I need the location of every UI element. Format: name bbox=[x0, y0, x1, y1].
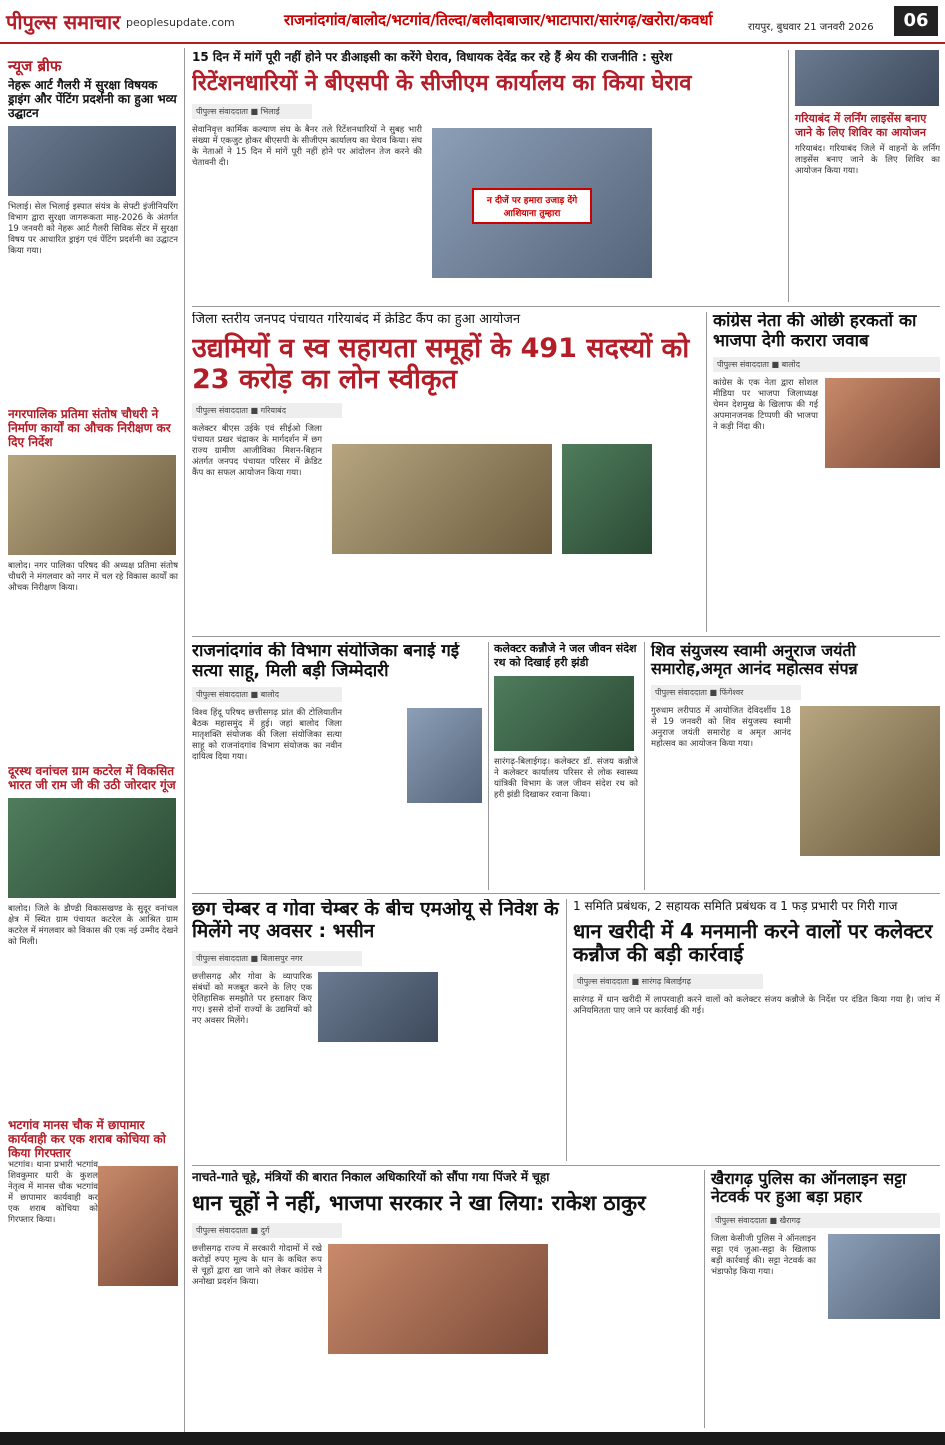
shiv-photo bbox=[800, 706, 940, 856]
dhaan-story bbox=[566, 899, 940, 1161]
sahu-headline[interactable]: राजनांदगांव की विभाग संयोजिका बनाई गई सत्या साहू, मिली बड़ी जिम्मेदारी bbox=[192, 642, 460, 681]
brief-body: बालोद। नगर पालिका परिषद की अध्यक्ष प्रतिमा संतोष चौधरी ने मंगलवार को नगर में चल रहे विकास कार्यों का औचक निरीक्षण किया। bbox=[8, 561, 178, 593]
sahu-body: विश्व हिंदू परिषद छत्तीसगढ़ प्रांत की टोलियातीन बैठक महासमुंद में हुई। जहां बालोद जिला मातृशक्ति संयोजक की जिला संयोजिका सत्या साहू को राजनांदगांव विभाग संयोजक का नवीन दायित्व दिया गया। bbox=[192, 708, 342, 763]
congress-headline[interactable]: कांग्रेस नेता की ओछी हरकतों का भाजपा देगी करारा जवाब bbox=[713, 312, 917, 351]
rats-kicker: नाचते-गाते चूहे, मंत्रियों की बारात निकाल अधिकारियों को सौंपा गया पिंजरे में चूहा bbox=[192, 1170, 550, 1184]
credit-camp-story bbox=[192, 312, 700, 632]
rats-body: छत्तीसगढ़ राज्य में सरकारी गोदामों में रखे करोड़ों रुपए मूल्य के धान के कथित रूप से चूहों द्वारा खा जाने को लेकर कांग्रेस ने अनोखा प्रदर्शन किया। bbox=[192, 1244, 322, 1288]
shiv-body: गुरुधाम लरीपाठ में आयोजित देविदर्शीय 18 से 19 जनवरी को शिव संयुजस्य स्वामी अनुराज जयंती समारोह व अमृत आनंद महोत्सव का आयोजन किया गया। bbox=[651, 705, 791, 749]
satta-story bbox=[704, 1170, 940, 1428]
rath-headline[interactable]: कलेक्टर कन्नौजे ने जल जीवन संदेश रथ को दिखाई हरी झंडी bbox=[494, 642, 637, 669]
shiv-story bbox=[644, 642, 940, 890]
news-brief-column bbox=[0, 48, 185, 1443]
credit-photo-2 bbox=[562, 444, 652, 554]
camp-photo bbox=[795, 50, 939, 106]
sahu-photo bbox=[407, 708, 482, 803]
rath-photo bbox=[494, 676, 634, 751]
credit-body: कलेक्टर बीएस उईके एवं सीईओ जिला पंचायत प्रखर चंद्राकर के मार्गदर्शन में छग राज्य ग्रामीण आजीविका मिशन-बिहान अंतर्गत जनपद पंचायत परिसर में क्रेडिट कैंप का सफल आयोजन किया गया। bbox=[192, 424, 322, 479]
chamber-photo bbox=[318, 972, 438, 1042]
site-url[interactable]: peoplesupdate.com bbox=[126, 16, 235, 29]
story-kicker: 15 दिन में मांगें पूरी नहीं होने पर डीआइसी का करेंगे घेराव, विधायक देवेंद्र कर रहे हैं श्रेय की राजनीति : सुरेश bbox=[192, 50, 673, 64]
edition-cities: राजनांदगांव/बालोद/भटगांव/तिल्दा/बलौदाबाजार/भाटापारा/सारंगढ़/खरोरा/कवर्धा bbox=[284, 11, 713, 29]
chamber-headline[interactable]: छग चेम्बर व गोवा चेम्बर के बीच एमओयू से निवेश के मिलेंगे नए अवसर : भसीन bbox=[192, 899, 559, 942]
rats-headline[interactable]: धान चूहों ने नहीं, भाजपा सरकार ने खा लिया: राकेश ठाकुर bbox=[192, 1191, 646, 1215]
rath-body: सारंगढ़-बिलाईगढ़। कलेक्टर डॉ. संजय कन्नौजे ने कलेक्टर कार्यालय परिसर से लोक स्वास्थ्य यांत्रिकी विभाग के जल जीवन संदेश रथ को हरी झंडी दिखाकर रवाना किया। bbox=[494, 757, 638, 800]
camp-body: गरियाबंद। गरियाबंद जिले में वाहनों के लर्निंग लाइसेंस बनाए जाने के लिए शिविर का आयोजन किया गया। bbox=[795, 144, 940, 176]
rats-photo bbox=[328, 1244, 548, 1354]
byline: पीपुल्स संवाददाता ■ बालोद bbox=[713, 357, 940, 372]
brief-body: भटगांव। थाना प्रभारी भटगांव शिवकुमार धारी के कुशल नेतृत्व में मानस चौक भटगांव में छापामार कार्यवाही कर एक शराब कोचिया को गिरफ्तार किया। bbox=[8, 1160, 98, 1225]
credit-kicker: जिला स्तरीय जनपद पंचायत गरियाबंद में क्रेडिट कैंप का हुआ आयोजन bbox=[192, 312, 521, 327]
credit-headline[interactable]: उद्यमियों व स्व सहायता समूहों के 491 सदस्यों को 23 करोड़ का लोन स्वीकृत bbox=[192, 333, 690, 396]
satta-body: जिला केसीजी पुलिस ने ऑनलाइन सट्टा एवं जुआ-सट्टा के खिलाफ बड़ी कार्रवाई की। सट्टा नेटवर्क का भंडाफोड़ किया गया। bbox=[711, 1233, 816, 1277]
credit-photo bbox=[332, 444, 552, 554]
brief-headline[interactable]: दूरस्थ वनांचल ग्राम कटरेल में विकसित भारत जी राम जी की उठी जोरदार गूंज bbox=[8, 764, 176, 792]
sahu-story bbox=[192, 642, 482, 890]
dhaan-headline[interactable]: धान खरीदी में 4 मनमानी करने वालों पर कलेक्टर कन्नौज की बड़ी कार्रवाई bbox=[573, 919, 933, 966]
brief-body: बालोद। जिले के डौण्डी विकासखण्ड के सुदूर वनांचल क्षेत्र में स्थित ग्राम पंचायत कटरेल के आश्रित ग्राम कटरेल में मंगलवार को विकास की एक नई उम्मीद देखने को मिली। bbox=[8, 904, 178, 947]
byline: पीपुल्स संवाददाता ■ दुर्ग bbox=[192, 1223, 342, 1238]
chamber-body: छत्तीसगढ़ और गोवा के व्यापारिक संबंधों को मजबूत करने के लिए एक ऐतिहासिक समझौते पर हस्ताक्षर किए गए। इससे दोनों राज्यों के उद्यमियों को नए अवसर मिलेंगे। bbox=[192, 971, 312, 1026]
brief-body: भिलाई। सेल भिलाई इस्पात संयंत्र के सेफ्टी इंजीनियरिंग विभाग द्वारा सुरक्षा जागरूकता माह-2026 के अंतर्गत 19 जनवरी को नेहरू आर्ट गैलरी सिविक सेंटर में सुरक्षा विषय पर आधारित ड्राइंग एवं पेंटिंग प्रदर्शनी का उद्घाटन किया गया। bbox=[8, 202, 178, 256]
satta-photo bbox=[828, 1234, 940, 1319]
congress-story bbox=[706, 312, 940, 632]
byline: पीपुल्स संवाददाता ■ गरियाबंद bbox=[192, 403, 342, 418]
byline: पीपुल्स संवाददाता ■ फिंगेश्वर bbox=[651, 685, 801, 700]
brief-photo bbox=[98, 1166, 178, 1286]
story-headline[interactable]: रिटेंशनधारियों ने बीएसपी के सीजीएम कार्यालय का किया घेराव bbox=[192, 71, 692, 96]
top-story bbox=[192, 50, 782, 302]
brand-logo: पीपुल्स समाचार bbox=[6, 10, 121, 34]
brief-headline[interactable]: नगरपालिक प्रतिमा संतोष चौधरी ने निर्माण कार्यों का औचक निरीक्षण कर दिए निर्देश bbox=[8, 407, 171, 449]
rats-story bbox=[192, 1170, 698, 1428]
dhaan-body: सारंगढ़ में धान खरीदी में लापरवाही करने वालों को कलेक्टर संजय कन्नौजे के निर्देश पर दंडित किया गया है। जांच में अनियमितता पाए जाने पर कार्रवाई की गई। bbox=[573, 995, 940, 1016]
byline: पीपुल्स संवाददाता ■ सारंगढ़ बिलाईगढ़ bbox=[573, 974, 763, 989]
brief-photo bbox=[8, 126, 176, 196]
story-body: सेवानिवृत्त कार्मिक कल्याण संघ के बैनर तले रिटेंशनधारियों ने सुबह भारी संख्या में एकजुट होकर बीएसपी के सीजीएम कार्यालय का घेराव किया। संघ के नेताओं ने 15 दिन में मांगें पूरी नहीं होने पर आंदोलन तेज करने की चेतावनी दी। bbox=[192, 125, 422, 169]
rath-story bbox=[488, 642, 638, 890]
byline: पीपुल्स संवाददाता ■ भिलाई bbox=[192, 104, 312, 119]
brief-photo bbox=[8, 798, 176, 898]
brief-list bbox=[8, 78, 178, 1438]
brief-headline[interactable]: नेहरू आर्ट गैलरी में सुरक्षा विषयक ड्राइंग और पेंटिंग प्रदर्शनी का हुआ भव्य उद्घाटन bbox=[8, 78, 177, 120]
masthead bbox=[0, 0, 945, 44]
byline: पीपुल्स संवाददाता ■ बिलासपुर नगर bbox=[192, 951, 362, 966]
dhaan-kicker: 1 समिति प्रबंधक, 2 सहायक समिति प्रबंधक व 1 फड़ प्रभारी पर गिरी गाज bbox=[573, 899, 898, 913]
chamber-story bbox=[192, 899, 560, 1161]
news-brief-label: न्यूज ब्रीफ bbox=[8, 57, 62, 75]
protest-photo bbox=[432, 128, 652, 278]
dateline: रायपुर, बुधवार 21 जनवरी 2026 bbox=[748, 22, 874, 33]
license-camp-story bbox=[788, 50, 940, 302]
brief-photo bbox=[8, 455, 176, 555]
congress-photo bbox=[825, 378, 940, 468]
byline: पीपुल्स संवाददाता ■ बालोद bbox=[192, 687, 342, 702]
footer-bar bbox=[0, 1432, 945, 1445]
protest-banner: न दीजें पर हमारा उजाड़ देंगे आशियाना तुम्हारा bbox=[472, 188, 592, 224]
byline: पीपुल्स संवाददाता ■ खैरागढ़ bbox=[711, 1213, 940, 1228]
page-number: 06 bbox=[894, 6, 938, 36]
satta-headline[interactable]: खैरागढ़ पुलिस का ऑनलाइन सट्टा नेटवर्क पर हुआ बड़ा प्रहार bbox=[711, 1170, 907, 1207]
shiv-headline[interactable]: शिव संयुजस्य स्वामी अनुराज जयंती समारोह,अमृत आनंद महोत्सव संपन्न bbox=[651, 642, 858, 679]
brief-headline[interactable]: भटगांव मानस चौक में छापामार कार्यवाही कर एक शराब कोचिया को किया गिरफ्तार bbox=[8, 1118, 166, 1160]
camp-headline[interactable]: गरियाबंद में लर्निंग लाइसेंस बनाए जाने के लिए शिविर का आयोजन bbox=[795, 112, 927, 139]
congress-body: कांग्रेस के एक नेता द्वारा सोशल मीडिया पर भाजपा जिलाध्यक्ष चेमन देशमुख के खिलाफ की गई अपमानजनक टिप्पणी की भाजपा ने कड़ी निंदा की। bbox=[713, 378, 818, 433]
